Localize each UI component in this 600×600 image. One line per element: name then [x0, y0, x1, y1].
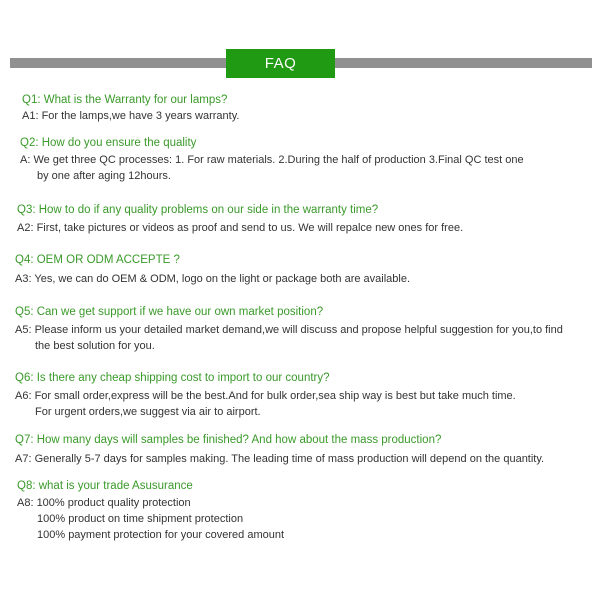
answer-line: A7: Generally 5-7 days for samples making. The leading time of mass production will depend on the quantity.: [15, 453, 545, 465]
answer-5: [15, 322, 563, 354]
question-6: Q6: Is there any cheap shipping cost to import to our country?: [15, 372, 330, 384]
answer-line: A3: Yes, we can do OEM & ODM, logo on the light or package both are available.: [15, 273, 411, 285]
faq-title-badge: FAQ: [226, 49, 335, 78]
question-4: Q4: OEM OR ODM ACCEPTE ?: [15, 254, 180, 266]
answer-line: 100% payment protection for your covered amount: [37, 529, 285, 541]
question-5: Q5: Can we get support if we have our own market position?: [15, 306, 324, 318]
answer-8: [17, 495, 284, 543]
answer-6: [15, 388, 516, 420]
answer-line: A2: First, take pictures or videos as proof and send to us. We will repalce new ones for free.: [17, 222, 464, 234]
answer-line: A8: 100% product quality protection: [17, 497, 191, 509]
answer-7: [15, 451, 544, 467]
answer-line: A6: For small order,express will be the best.And for bulk order,sea ship way is best but take much time.: [15, 390, 516, 402]
answer-line: A1: For the lamps,we have 3 years warranty.: [22, 110, 240, 122]
answer-line: the best solution for you.: [35, 340, 155, 352]
answer-line: For urgent orders,we suggest via air to airport.: [35, 406, 261, 418]
question-2: Q2: How do you ensure the quality: [20, 137, 197, 149]
question-7: Q7: How many days will samples be finished? And how about the mass production?: [15, 434, 442, 446]
answer-line: 100% product on time shipment protection: [37, 513, 244, 525]
answer-line: by one after aging 12hours.: [37, 170, 171, 182]
question-3: Q3: How to do if any quality problems on our side in the warranty time?: [17, 204, 379, 216]
answer-4: [15, 271, 410, 287]
question-1: Q1: What is the Warranty for our lamps?: [22, 94, 228, 106]
answer-line: A5: Please inform us your detailed market demand,we will discuss and propose helpful suggestion for you,to find: [15, 324, 563, 336]
question-8: Q8: what is your trade Asusurance: [17, 480, 193, 492]
answer-1: [22, 108, 239, 124]
answer-2: [20, 152, 524, 184]
answer-3: [17, 220, 463, 236]
answer-line: A: We get three QC processes: 1. For raw materials. 2.During the half of production 3.Final QC test one: [20, 154, 524, 166]
